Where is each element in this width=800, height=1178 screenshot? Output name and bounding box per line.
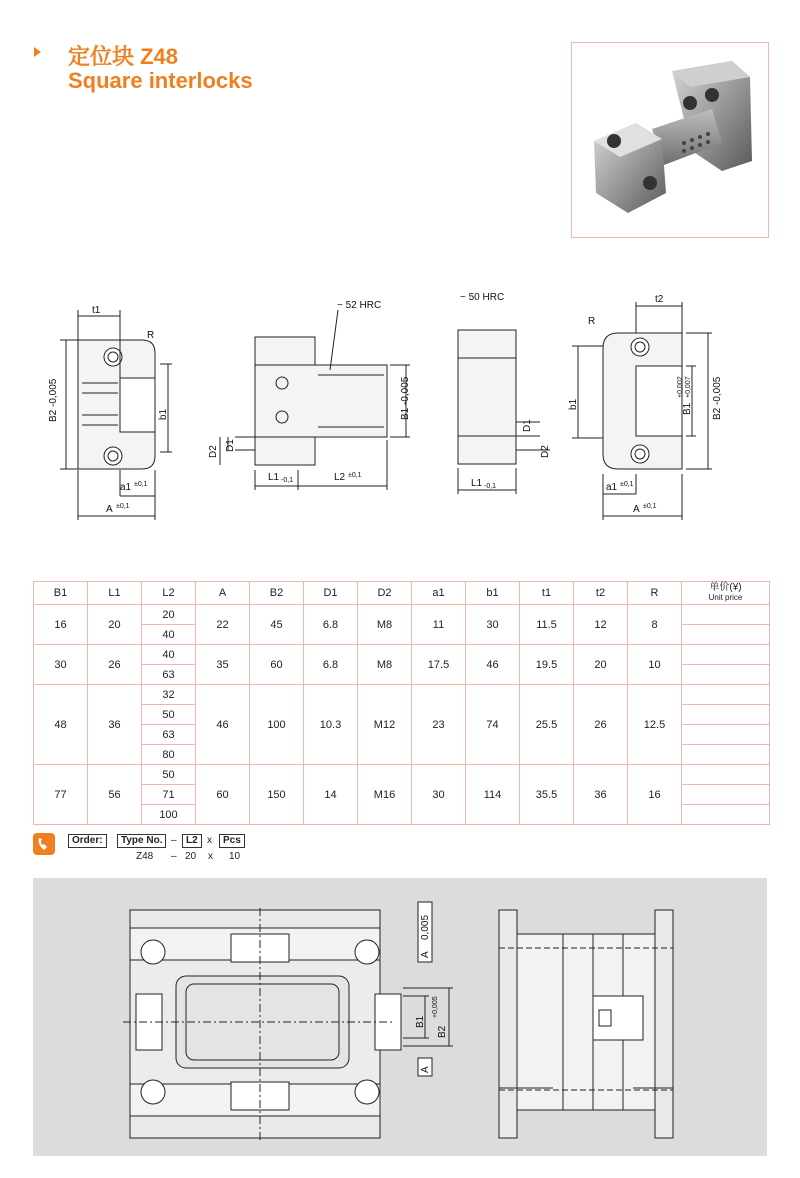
cell-d2: M8 [358, 645, 412, 685]
order-example-dash: – [171, 851, 177, 862]
cell-l2: 63 [142, 665, 196, 685]
cell-d2: M16 [358, 765, 412, 825]
cell-b2: 60 [250, 645, 304, 685]
price-header-en: Unit price [708, 593, 743, 602]
order-dash: – [171, 835, 177, 846]
cell-t1: 19.5 [520, 645, 574, 685]
spec-table [33, 581, 770, 825]
cell-price [682, 805, 770, 825]
cell-t1: 35.5 [520, 765, 574, 825]
cell-l1: 20 [88, 605, 142, 645]
cell-t2: 12 [574, 605, 628, 645]
label-l1-b-tol: -0,1 [484, 483, 497, 490]
col-header: t2 [574, 582, 628, 605]
cell-r: 10 [628, 645, 682, 685]
label-l2: L2 [334, 472, 346, 483]
col-header-price [682, 582, 770, 605]
cell-b2: 100 [250, 685, 304, 765]
order-example-type: Z48 [136, 851, 154, 862]
table-row [34, 765, 770, 785]
label-b2-tol: B2 -0,005 [48, 378, 59, 422]
label-b1-pos-tol2: +0,007 [685, 376, 692, 398]
cell-r: 16 [628, 765, 682, 825]
cell-t2: 26 [574, 685, 628, 765]
cell-b2: 150 [250, 765, 304, 825]
label-d1-left: D1 [225, 439, 236, 452]
cell-l1: 56 [88, 765, 142, 825]
assembly-side-view [499, 910, 673, 1138]
cell-b1: 48 [34, 685, 88, 765]
view-side-tongue [220, 310, 410, 490]
assembly-b1: B1 [415, 1015, 426, 1028]
bullet-arrow-icon [34, 47, 41, 57]
cell-b2: 45 [250, 605, 304, 645]
phone-order-icon [33, 833, 55, 855]
order-example-pcs: 10 [229, 851, 241, 862]
cell-a: 60 [196, 765, 250, 825]
cell-b1-small: 30 [466, 605, 520, 645]
cell-price [682, 685, 770, 705]
cell-l2: 40 [142, 645, 196, 665]
label-a-right: A [633, 504, 640, 515]
cell-a1: 17.5 [412, 645, 466, 685]
cell-t2: 36 [574, 765, 628, 825]
col-header: L2 [142, 582, 196, 605]
cell-price [682, 765, 770, 785]
label-t1: t1 [92, 305, 101, 316]
order-example-times: x [208, 851, 213, 862]
label-t2: t2 [655, 294, 664, 305]
cell-d1: 6.8 [304, 605, 358, 645]
label-r: R [147, 330, 155, 341]
cell-l2: 32 [142, 685, 196, 705]
label-b1: b1 [158, 408, 169, 420]
assembly-datum-a: A [420, 1066, 431, 1073]
col-header: t1 [520, 582, 574, 605]
cell-d2: M8 [358, 605, 412, 645]
label-a1-tol: ±0,1 [134, 481, 148, 488]
cell-t2: 20 [574, 645, 628, 685]
price-header-cn: 单价(¥) [709, 582, 742, 593]
cell-price [682, 725, 770, 745]
cell-price [682, 705, 770, 725]
cell-a1: 11 [412, 605, 466, 645]
label-b1-right: b1 [568, 398, 579, 410]
label-hrc50: ~ 50 HRC [460, 292, 505, 303]
title-english: Square interlocks [68, 68, 253, 93]
cell-l2: 80 [142, 745, 196, 765]
col-header: D2 [358, 582, 412, 605]
label-b1-pos-tol1: +0,002 [677, 376, 684, 398]
assembly-drawing [33, 878, 767, 1156]
label-a1: a1 [120, 482, 132, 493]
label-a1-right: a1 [606, 482, 618, 493]
cell-l2: 71 [142, 785, 196, 805]
cell-t1: 25.5 [520, 685, 574, 765]
cell-l2: 20 [142, 605, 196, 625]
cell-l2: 40 [142, 625, 196, 645]
cell-a: 46 [196, 685, 250, 765]
cell-r: 8 [628, 605, 682, 645]
cell-l2: 100 [142, 805, 196, 825]
order-label: Order: [68, 834, 107, 848]
cell-l1: 36 [88, 685, 142, 765]
cell-price [682, 745, 770, 765]
assembly-datum-ref: A [420, 951, 431, 958]
cell-d2: M12 [358, 685, 412, 765]
cell-price [682, 645, 770, 665]
col-header: B1 [34, 582, 88, 605]
label-a: A [106, 504, 113, 515]
cell-b1-small: 74 [466, 685, 520, 765]
label-r-right: R [588, 316, 596, 327]
col-header: b1 [466, 582, 520, 605]
label-a1-right-tol: ±0,1 [620, 481, 634, 488]
col-header: B2 [250, 582, 304, 605]
view-side-block [458, 330, 550, 494]
label-b1-tol: B1 -0,005 [400, 376, 411, 420]
cell-price [682, 605, 770, 625]
cell-t1: 11.5 [520, 605, 574, 645]
cell-price [682, 785, 770, 805]
order-example [33, 831, 333, 865]
cell-a1: 30 [412, 765, 466, 825]
cell-b1: 30 [34, 645, 88, 685]
cell-l2: 63 [142, 725, 196, 745]
technical-drawing [0, 280, 800, 540]
table-header-row [34, 582, 770, 605]
col-header: D1 [304, 582, 358, 605]
product-photo [571, 42, 769, 238]
label-b2-tol-right: B2 -0,005 [712, 376, 723, 420]
col-header: L1 [88, 582, 142, 605]
cell-a: 22 [196, 605, 250, 645]
label-l1-tol: -0,1 [281, 477, 294, 484]
cell-l2: 50 [142, 765, 196, 785]
table-row [34, 605, 770, 625]
label-hrc52: ~ 52 HRC [337, 300, 382, 311]
cell-a1: 23 [412, 685, 466, 765]
order-times: x [207, 835, 212, 846]
assembly-b2: B2 [437, 1025, 448, 1038]
cell-price [682, 665, 770, 685]
label-d1-right: D1 [522, 419, 533, 432]
col-header: a1 [412, 582, 466, 605]
order-l2: L2 [182, 834, 202, 848]
cell-l1: 26 [88, 645, 142, 685]
view-u-block [60, 310, 172, 520]
table-row [34, 685, 770, 705]
label-l2-tol: ±0,1 [348, 472, 362, 479]
cell-a: 35 [196, 645, 250, 685]
order-example-l2: 20 [185, 851, 197, 862]
assembly-front-view [123, 902, 453, 1140]
cell-r: 12.5 [628, 685, 682, 765]
label-d2-left: D2 [208, 445, 219, 458]
assembly-tolerance: 0,005 [420, 914, 431, 940]
label-l1: L1 [268, 472, 280, 483]
label-l1-b: L1 [471, 478, 483, 489]
col-header: A [196, 582, 250, 605]
label-a-right-tol: ±0,1 [643, 503, 657, 510]
title-chinese: 定位块 Z48 [68, 44, 179, 69]
cell-d1: 10.3 [304, 685, 358, 765]
cell-d1: 14 [304, 765, 358, 825]
label-d2-right: D2 [540, 445, 551, 458]
cell-d1: 6.8 [304, 645, 358, 685]
label-a-tol: ±0,1 [116, 503, 130, 510]
cell-price [682, 625, 770, 645]
assembly-b2-tol: +0,005 [432, 996, 439, 1018]
order-pcs: Pcs [219, 834, 245, 848]
order-type-no: Type No. [117, 834, 166, 848]
cell-b1: 16 [34, 605, 88, 645]
cell-b1-small: 46 [466, 645, 520, 685]
col-header: R [628, 582, 682, 605]
label-b1-pos: B1 [682, 402, 693, 415]
cell-b1-small: 114 [466, 765, 520, 825]
interlock-illustration [572, 43, 768, 237]
cell-b1: 77 [34, 765, 88, 825]
cell-l2: 50 [142, 705, 196, 725]
table-row [34, 645, 770, 665]
